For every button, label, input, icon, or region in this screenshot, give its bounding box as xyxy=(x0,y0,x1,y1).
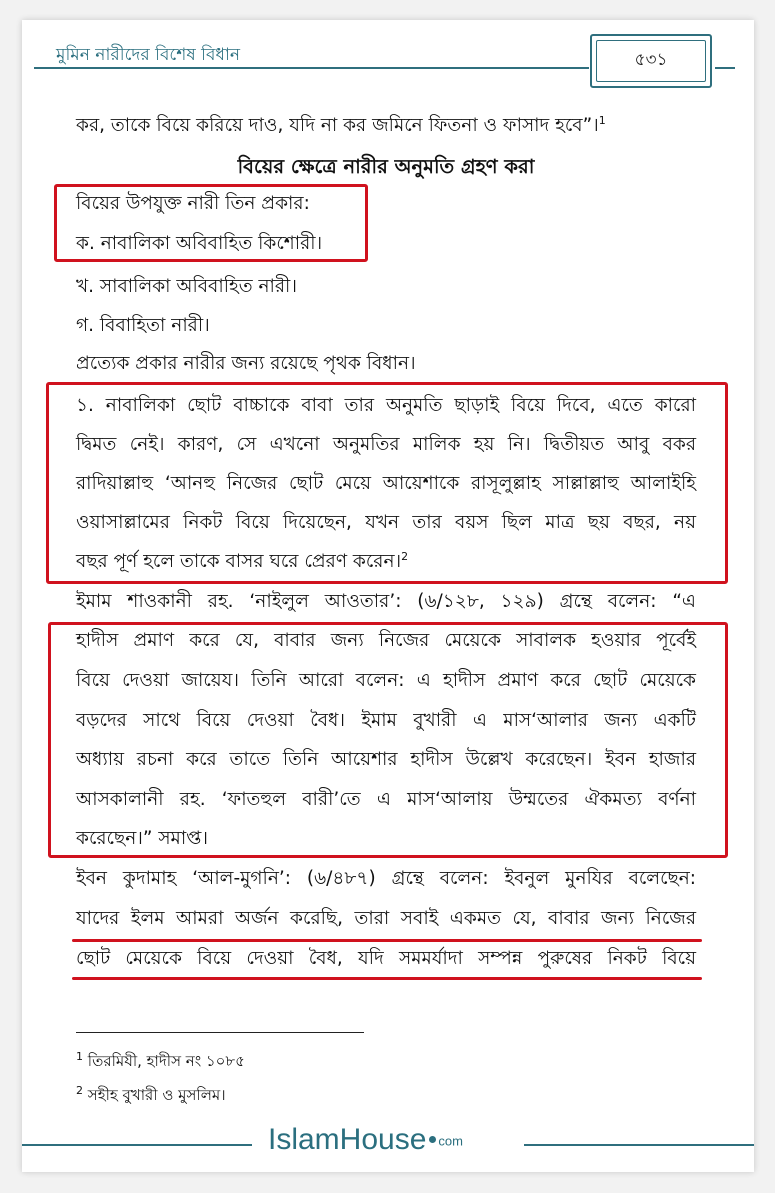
footnote-ref: 2 xyxy=(401,549,409,563)
text-line: বড়দের সাথে বিয়ে দেওয়া বৈধ। ইমাম বুখারী এ মাস‘আলার জন্য একটি xyxy=(76,710,696,731)
text-line: বিয়ের উপযুক্ত নারী তিন প্রকার: xyxy=(76,193,310,214)
islamhouse-logo: IslamHouse com xyxy=(268,1123,463,1156)
text-line: অধ্যায় রচনা করে তাতে তিনি আয়েশার হাদীস উল্লেখ করেছেন। ইবন হাজার xyxy=(76,749,696,770)
text-line: ওয়াসাল্লামের নিকট বিয়ে দিয়েছেন, যখন তার বয়স ছিল মাত্র ছয় বছর, নয় xyxy=(76,512,696,533)
text-line: ক. নাবালিকা অবিবাহিত কিশোরী। xyxy=(76,233,323,254)
text-line: খ. সাবালিকা অবিবাহিত নারী। xyxy=(76,276,297,297)
text-line: গ. বিবাহিতা নারী। xyxy=(76,315,210,336)
text-line: বিয়ে দেওয়া জায়েয। তিনি আরো বলেন: এ হাদীস প্রমাণ করে ছোট মেয়েকে xyxy=(76,670,696,691)
text-line: ১. নাবালিকা ছোট বাচ্চাকে বাবা তার অনুমতি ছাড়াই বিয়ে দিবে, এতে কারো xyxy=(76,395,696,416)
text-line: করেছেন।” সমাপ্ত। xyxy=(76,828,208,849)
text-line: আসকালানী রহ. ‘ফাতহুল বারী’তে এ মাস‘আলায় উম্মতের ঐকমত্য বর্ণনা xyxy=(76,789,696,810)
footnote-rule xyxy=(76,1032,364,1033)
header-rule-right xyxy=(715,67,735,69)
text-line: যাদের ইলম আমরা অর্জন করেছি, তারা সবাই একমত যে, বাবার জন্য নিজের xyxy=(76,908,696,929)
highlight-box xyxy=(46,382,728,584)
footer-rule-left xyxy=(22,1144,252,1146)
section-heading: বিয়ের ক্ষেত্রে নারীর অনুমতি গ্রহণ করা xyxy=(237,155,535,178)
highlight-underline xyxy=(72,939,702,942)
dot-icon xyxy=(429,1136,436,1143)
text-line: কর, তাকে বিয়ে করিয়ে দাও, যদি না কর জমিনে ফিতনা ও ফাসাদ হবে”।$^1$ xyxy=(76,113,606,136)
text-line: বছর পূর্ণ হলে তাকে বাসর ঘরে প্রেরণ করেন।$^2$ xyxy=(76,549,409,572)
footnote-ref: 1 xyxy=(598,113,606,127)
text-line: প্রত্যেক প্রকার নারীর জন্য রয়েছে পৃথক বিধান। xyxy=(76,353,416,374)
highlight-box xyxy=(48,622,728,858)
text-line: রাদিয়াল্লাহু ‘আনহু নিজের ছোট মেয়ে আয়েশাকে রাসূলুল্লাহ সাল্লাল্লাহু আলাইহি xyxy=(76,473,696,494)
page-number: ৫৩১ xyxy=(596,40,706,82)
header-rule xyxy=(34,67,589,69)
page-number-box xyxy=(590,34,712,88)
text-line: ইমাম শাওকানী রহ. ‘নাইলুল আওতার’: (৬/১২৮, ১২৯) গ্রন্থে বলেন: “এ xyxy=(76,591,696,612)
footnote: $^2$ সহীহ বুখারী ও মুসলিম। xyxy=(76,1084,226,1104)
document-page xyxy=(22,20,754,1172)
running-header-title: মুমিন নারীদের বিশেষ বিধান xyxy=(56,45,241,65)
text-line: ছোট মেয়েকে বিয়ে দেওয়া বৈধ, যদি সমমর্যাদা সম্পন্ন পুরুষের নিকট বিয়ে xyxy=(76,948,696,969)
text-line: ইবন কুদামাহ ‘আল-মুগনি’: (৬/৪৮৭) গ্রন্থে বলেন: ইবনুল মুনযির বলেছেন: xyxy=(76,868,696,889)
highlight-underline xyxy=(72,977,702,980)
footnote: $^1$ তিরমিযী, হাদীস নং ১০৮৫ xyxy=(76,1050,245,1070)
text-line: দ্বিমত নেই। কারণ, সে এখনো অনুমতির মালিক হয় নি। দ্বিতীয়ত আবু বকর xyxy=(76,434,696,455)
highlight-box xyxy=(54,184,368,262)
footer-rule-right xyxy=(524,1144,754,1146)
text-line: হাদীস প্রমাণ করে যে, বাবার জন্য নিজের মেয়েকে সাবালক হওয়ার পূর্বেই xyxy=(76,630,696,651)
